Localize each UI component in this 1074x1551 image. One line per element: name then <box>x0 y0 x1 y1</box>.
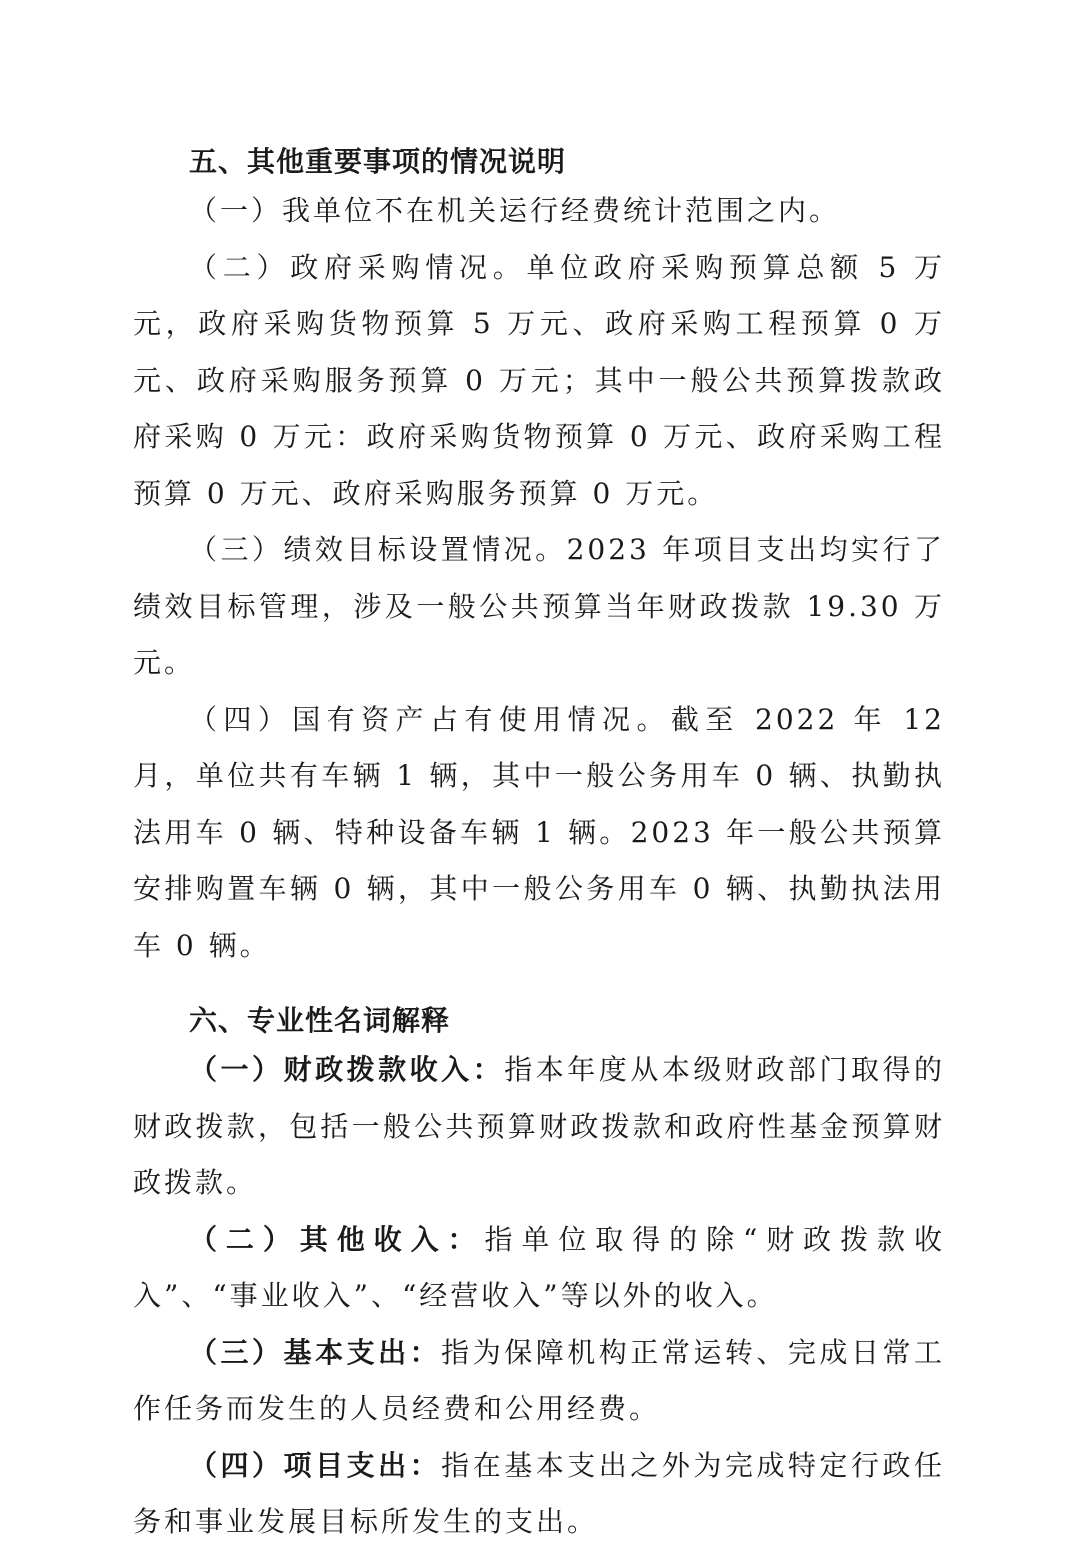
definition-text: 指单位取得的除“财政拨款收入”、“事业收入”、“经营收入”等以外的收入。 <box>133 1222 945 1312</box>
definition-text: 指本年度从本级财政部门取得的财政拨款，包括一般公共预算财政拨款和政府性基金预算财政拨款。 <box>133 1053 945 1199</box>
definition-text: 指为保障机构正常运转、完成日常工作任务而发生的人员经费和公用经费。 <box>133 1335 945 1425</box>
definition-item <box>133 1212 945 1325</box>
document-body <box>133 140 945 1551</box>
definition-term: （四）项目支出： <box>189 1448 442 1482</box>
section-heading-6: 六、专业性名词解释 <box>189 1004 451 1037</box>
definition-item <box>133 1042 945 1212</box>
definition-item <box>133 1325 945 1438</box>
paragraph-5-4: （四）国有资产占有使用情况。截至 2022 年 12 月，单位共有车辆 1 辆，其中一般公务用车 0 辆、执勤执法用车 0 辆、特种设备车辆 1 辆。2023 年一般公共预算安排购置车辆 0 辆，其中一般公务用车 0 辆、执勤执法用车 0 辆。 <box>133 702 945 962</box>
definition-term: （一）财政拨款收入： <box>189 1053 505 1086</box>
definition-term: （二）其他收入： <box>189 1222 485 1256</box>
paragraph-5-3: （三）绩效目标设置情况。2023 年项目支出均实行了绩效目标管理，涉及一般公共预算当年财政拨款 19.30 万元。 <box>133 533 945 679</box>
definition-text: 指在基本支出之外为完成特定行政任务和事业发展目标所发生的支出。 <box>133 1448 945 1538</box>
section-heading-5: 五、其他重要事项的情况说明 <box>189 145 567 178</box>
paragraph-5-2: （二）政府采购情况。单位政府采购预算总额 5 万元，政府采购货物预算 5 万元、政府采购工程预算 0 万元、政府采购服务预算 0 万元；其中一般公共预算拨款政府采购 0 万元：政府采购货物预算 0 万元、政府采购工程预算 0 万元、政府采购服务预算 0 万元。 <box>133 250 945 510</box>
paragraph-5-1: （一）我单位不在机关运行经费统计范围之内。 <box>189 194 841 227</box>
definition-item <box>133 1438 945 1551</box>
definition-term: （三）基本支出： <box>189 1335 442 1369</box>
